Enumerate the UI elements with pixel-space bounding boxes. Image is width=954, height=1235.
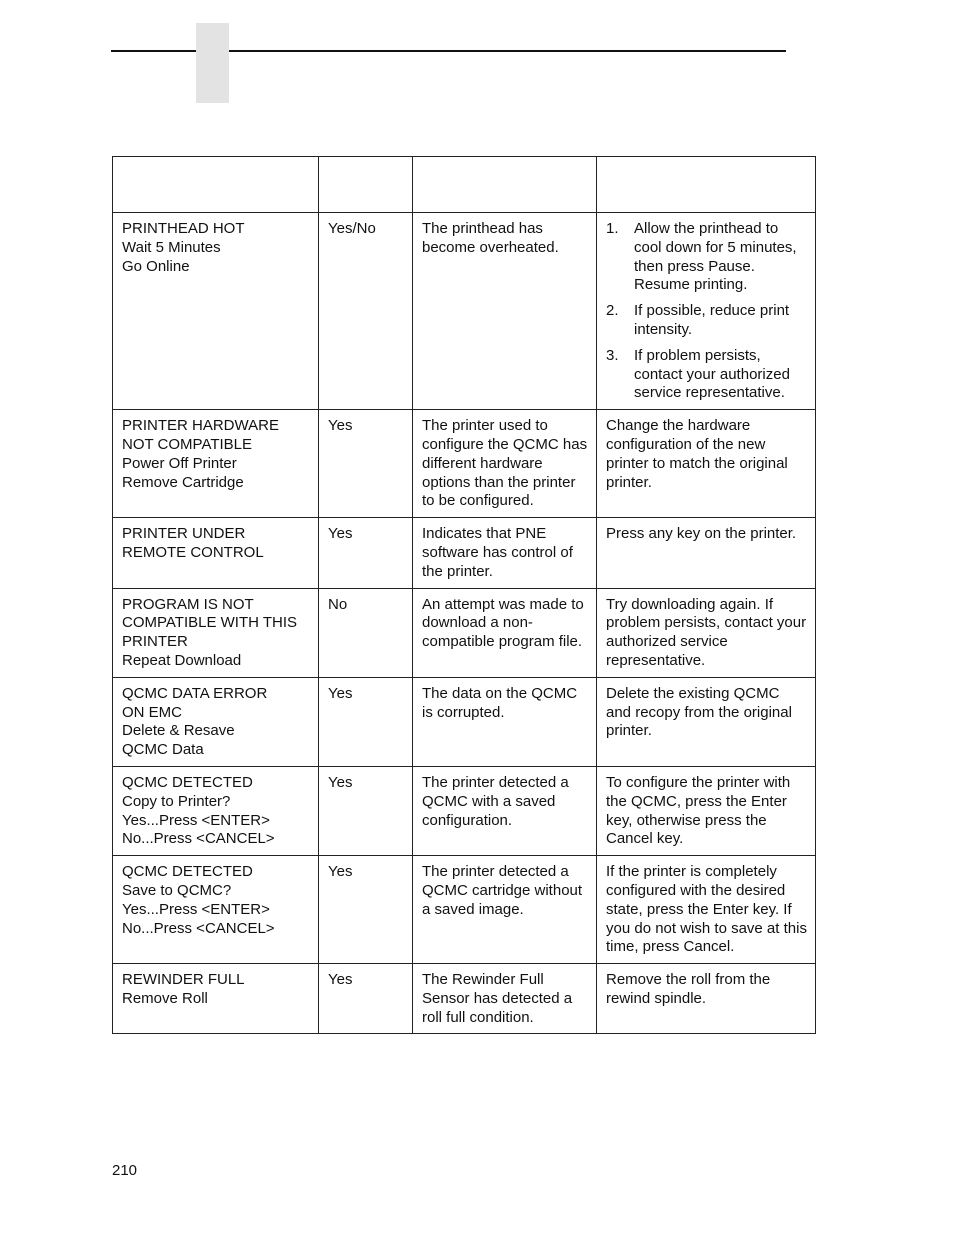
resettable-cell: Yes	[319, 766, 413, 855]
solution-step	[606, 220, 807, 295]
table-row	[113, 766, 816, 855]
message-line: Go Online	[122, 257, 190, 275]
table-row	[113, 964, 816, 1034]
resettable-cell: Yes	[319, 677, 413, 766]
message-line: Wait 5 Minutes	[122, 238, 221, 256]
message-line: Yes...Press <ENTER>	[122, 900, 270, 918]
explanation-cell: Indicates that PNE software has control of the printer.	[413, 518, 597, 588]
message-cell	[113, 213, 319, 410]
solution-cell: Try downloading again. If problem persists, contact your authorized service representative.	[597, 588, 816, 677]
explanation-cell: The printer detected a QCMC with a saved configuration.	[413, 766, 597, 855]
step-text: If problem persists, contact your authorized service representative.	[634, 346, 790, 402]
message-line: No...Press <CANCEL>	[122, 919, 275, 937]
resettable-cell: Yes	[319, 518, 413, 588]
message-cell	[113, 964, 319, 1034]
solution-cell: If the printer is completely configured with the desired state, press the Enter key. If you do not wish to save at this time, press Cancel.	[597, 856, 816, 964]
resettable-cell: Yes	[319, 964, 413, 1034]
error-message-table	[112, 156, 816, 1034]
message-line: Copy to Printer?	[122, 792, 231, 810]
message-cell	[113, 677, 319, 766]
message-cell	[113, 518, 319, 588]
chapter-tab	[196, 23, 229, 103]
solution-cell: Press any key on the printer.	[597, 518, 816, 588]
message-line: Delete & Resave	[122, 722, 235, 740]
explanation-cell: The printer detected a QCMC cartridge without a saved image.	[413, 856, 597, 964]
solution-cell: To configure the printer with the QCMC, press the Enter key, otherwise press the Cancel key.	[597, 766, 816, 855]
table-row	[113, 588, 816, 677]
message-line: PRINTER UNDER	[122, 525, 246, 543]
header-cell-resettable	[319, 157, 413, 213]
step-text: If possible, reduce print intensity.	[634, 302, 790, 338]
solution-cell: Delete the existing QCMC and recopy from the original printer.	[597, 677, 816, 766]
step-number: 3.	[606, 346, 619, 364]
table-header-row	[113, 157, 816, 213]
message-cell	[113, 410, 319, 518]
table-row	[113, 213, 816, 410]
explanation-cell: The printhead has become overheated.	[413, 213, 597, 410]
message-cell	[113, 588, 319, 677]
message-line: QCMC DETECTED	[122, 863, 253, 881]
resettable-cell: Yes	[319, 410, 413, 518]
solution-step	[606, 302, 807, 340]
message-line: Save to QCMC?	[122, 881, 232, 899]
solution-cell: Remove the roll from the rewind spindle.	[597, 964, 816, 1034]
explanation-cell: The printer used to configure the QCMC has different hardware options than the printer to be configured.	[413, 410, 597, 518]
table-row	[113, 518, 816, 588]
message-line: Remove Cartridge	[122, 473, 244, 491]
message-line: COMPATIBLE WITH THIS	[122, 614, 298, 632]
resettable-cell: No	[319, 588, 413, 677]
message-line: PRINTER HARDWARE	[122, 417, 279, 435]
message-line: PRINTER	[122, 633, 188, 651]
message-line: REWINDER FULL	[122, 971, 245, 989]
message-line: QCMC DETECTED	[122, 773, 253, 791]
message-line: PROGRAM IS NOT	[122, 595, 254, 613]
message-line: NOT COMPATIBLE	[122, 435, 253, 453]
message-line: Yes...Press <ENTER>	[122, 811, 270, 829]
solution-step	[606, 347, 807, 403]
page-number: 210	[112, 1162, 138, 1179]
message-line: QCMC Data	[122, 741, 204, 759]
table-row	[113, 410, 816, 518]
solution-cell	[597, 213, 816, 410]
message-line: REMOTE CONTROL	[122, 543, 264, 561]
message-line: QCMC DATA ERROR	[122, 684, 268, 702]
message-line: PRINTHEAD HOT	[122, 220, 245, 237]
header-cell-message	[113, 157, 319, 213]
step-number: 1.	[606, 220, 619, 237]
table-body	[113, 157, 816, 1034]
message-line: Power Off Printer	[122, 454, 237, 472]
header-cell-explanation	[413, 157, 597, 213]
step-text: Allow the printhead to cool down for 5 minutes, then press Pause. Resume printing.	[634, 220, 797, 294]
solution-steps	[606, 220, 807, 403]
step-number: 2.	[606, 302, 619, 320]
table-row	[113, 677, 816, 766]
message-line: ON EMC	[122, 703, 182, 721]
explanation-cell: The data on the QCMC is corrupted.	[413, 677, 597, 766]
table-row	[113, 856, 816, 964]
message-line: Repeat Download	[122, 651, 242, 669]
header-cell-solution	[597, 157, 816, 213]
solution-cell: Change the hardware configuration of the new printer to match the original printer.	[597, 410, 816, 518]
explanation-cell: An attempt was made to download a non-compatible program file.	[413, 588, 597, 677]
message-line: No...Press <CANCEL>	[122, 830, 275, 848]
message-cell	[113, 766, 319, 855]
resettable-cell: Yes	[319, 856, 413, 964]
message-line: Remove Roll	[122, 989, 208, 1007]
message-cell	[113, 856, 319, 964]
resettable-cell: Yes/No	[319, 213, 413, 410]
explanation-cell: The Rewinder Full Sensor has detected a roll full condition.	[413, 964, 597, 1034]
